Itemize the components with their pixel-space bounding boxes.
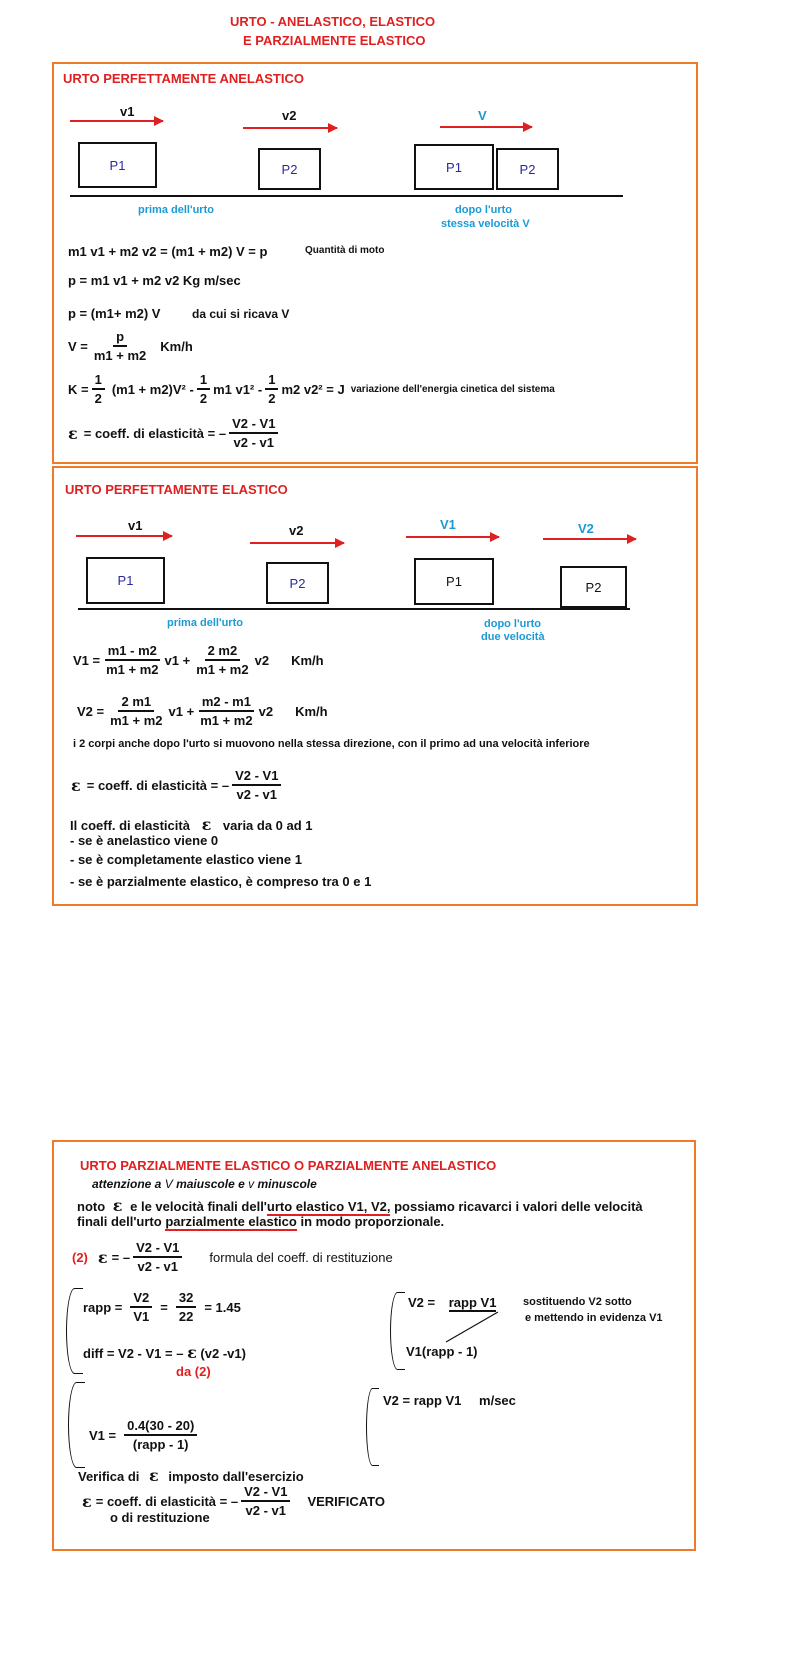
- case-partial: - se è parzialmente elastico, è compreso tra 0 e 1: [70, 874, 372, 889]
- V1-solution: V1 = $\frac{0.4(30 - 20)}{\text{(rapp - 1)}}$: [89, 1418, 200, 1452]
- before-label: prima dell'urto: [138, 204, 214, 216]
- partial-heading: URTO PARZIALMENTE ELASTICO O PARZIALMENTE ANELASTICO: [80, 1158, 497, 1173]
- ground-line: [78, 608, 630, 610]
- rapp-formula: rapp = $\frac{V2}{V1}$ = $\frac{32}{22}$ = 1.45: [83, 1290, 241, 1324]
- system-brace-right: [390, 1292, 405, 1370]
- V2-formula: V2 = $\frac{2 m1}{m1 + m2}$ v1 + $\frac{m2 - m1}{m1 + m2}$ v2 Km/h: [77, 694, 328, 728]
- ground-line: [70, 195, 623, 197]
- substitution-arrow: [440, 1310, 500, 1346]
- case-anelastic: - se è anelastico viene 0: [70, 833, 219, 848]
- restitution-subtitle: o di restituzione: [110, 1510, 210, 1525]
- block-p1-after: P1: [414, 144, 494, 190]
- after-label-1: dopo l'urto: [455, 204, 512, 216]
- system-brace-left: [66, 1288, 83, 1374]
- factored-V1: V1(rapp - 1): [406, 1344, 478, 1359]
- elastic-heading: URTO PERFETTAMENTE ELASTICO: [65, 482, 288, 497]
- anelastic-heading: URTO PERFETTAMENTE ANELASTICO: [63, 71, 304, 86]
- coefficient-range: Il coeff. di elasticità ε varia da 0 ad 1: [70, 815, 313, 834]
- label-v1: v1: [128, 518, 143, 533]
- title-line1: URTO - ANELASTICO, ELASTICO: [230, 14, 436, 29]
- intro-line-1: noto ε e le velocità finali dell'urto elastico V1, V2, possiamo ricavarci i valori delle velocità: [77, 1196, 643, 1215]
- V2-final: V2 = rapp V1 m/sec: [383, 1393, 516, 1408]
- block-p1-after: P1: [414, 558, 494, 605]
- momentum-equation: m1 v1 + m2 v2 = (m1 + m2) V = p: [68, 244, 268, 259]
- V2-substitution: V2 = rapp V1: [408, 1295, 497, 1310]
- block-p2-before: P2: [258, 148, 321, 190]
- after-label-1: dopo l'urto: [484, 618, 541, 630]
- block-p1-before: P1: [78, 142, 157, 188]
- block-p2-after: P2: [496, 148, 559, 190]
- derive-note: da cui si ricava V: [192, 307, 290, 321]
- velocity-formula: V = $\frac{p}{m1 + m2}$ Km/h: [68, 329, 193, 363]
- block-p2-before: P2: [266, 562, 329, 604]
- attention-note: attenzione a V maiuscole e v minuscole: [92, 1177, 317, 1191]
- system-brace-right-2: [366, 1388, 379, 1466]
- verification-heading: Verifica di ε imposto dall'esercizio: [78, 1466, 304, 1485]
- before-label: prima dell'urto: [167, 617, 243, 629]
- case-elastic: - se è completamente elastico viene 1: [70, 852, 302, 867]
- from-eq2-note: da (2): [176, 1364, 211, 1379]
- V1-formula: V1 = $\frac{m1 - m2}{m1 + m2}$ v1 + $\frac{2 m2}{m1 + m2}$ v2 Km/h: [73, 643, 324, 677]
- after-label-2: stessa velocità V: [441, 218, 530, 230]
- anelastic-velocity-arrows: [0, 100, 700, 140]
- substitution-note-1: sostituendo V2 sotto: [523, 1296, 632, 1308]
- block-p2-after: P2: [560, 566, 627, 608]
- title-line2: E PARZIALMENTE ELASTICO: [243, 33, 426, 48]
- label-v1: v1: [120, 104, 135, 119]
- momentum-formula: p = m1 v1 + m2 v2 Kg m/sec: [68, 273, 241, 288]
- block-p1-before: P1: [86, 557, 165, 604]
- label-V1: V1: [440, 517, 456, 532]
- system-brace-left-2: [68, 1382, 85, 1468]
- elastic-velocity-arrows: [0, 515, 700, 555]
- label-V2: V2: [578, 521, 594, 536]
- restitution-formula: (2) ε = – $\frac{V2 - V1}{v2 - v1}$ formula del coeff. di restituzione: [72, 1240, 393, 1274]
- label-V: V: [478, 108, 487, 123]
- elastic-note: i 2 corpi anche dopo l'urto si muovono nella stessa direzione, con il primo ad una velocità inferiore: [73, 738, 590, 750]
- verification-formula: ε = coeff. di elasticità = – $\frac{V2 - V1}{v2 - v1}$ VERIFICATO: [82, 1484, 385, 1518]
- kinetic-energy-formula: K = $\frac{1}{2}$ (m1 + m2)V² - $\frac{1}{2}$ m1 v1² - $\frac{1}{2}$ m2 v2² = J variazione dell'energia cinetica del sistema: [68, 372, 555, 406]
- momentum-combined: p = (m1+ m2) V: [68, 306, 161, 321]
- momentum-note: Quantità di moto: [305, 245, 385, 256]
- elasticity-coefficient: ε = coeff. di elasticità = – $\frac{V2 - V1}{v2 - v1}$: [71, 768, 284, 802]
- label-v2: v2: [289, 523, 304, 538]
- elasticity-coefficient: ε = coeff. di elasticità = – $\frac{V2 - V1}{v2 - v1}$: [68, 416, 281, 450]
- label-v2: v2: [282, 108, 297, 123]
- after-label-2: due velocità: [481, 631, 545, 643]
- substitution-note-2: e mettendo in evidenza V1: [525, 1312, 663, 1324]
- intro-line-2: finali dell'urto parzialmente elastico in modo proporzionale.: [77, 1214, 445, 1229]
- diff-formula: diff = V2 - V1 = – ε (v2 -v1): [83, 1343, 246, 1362]
